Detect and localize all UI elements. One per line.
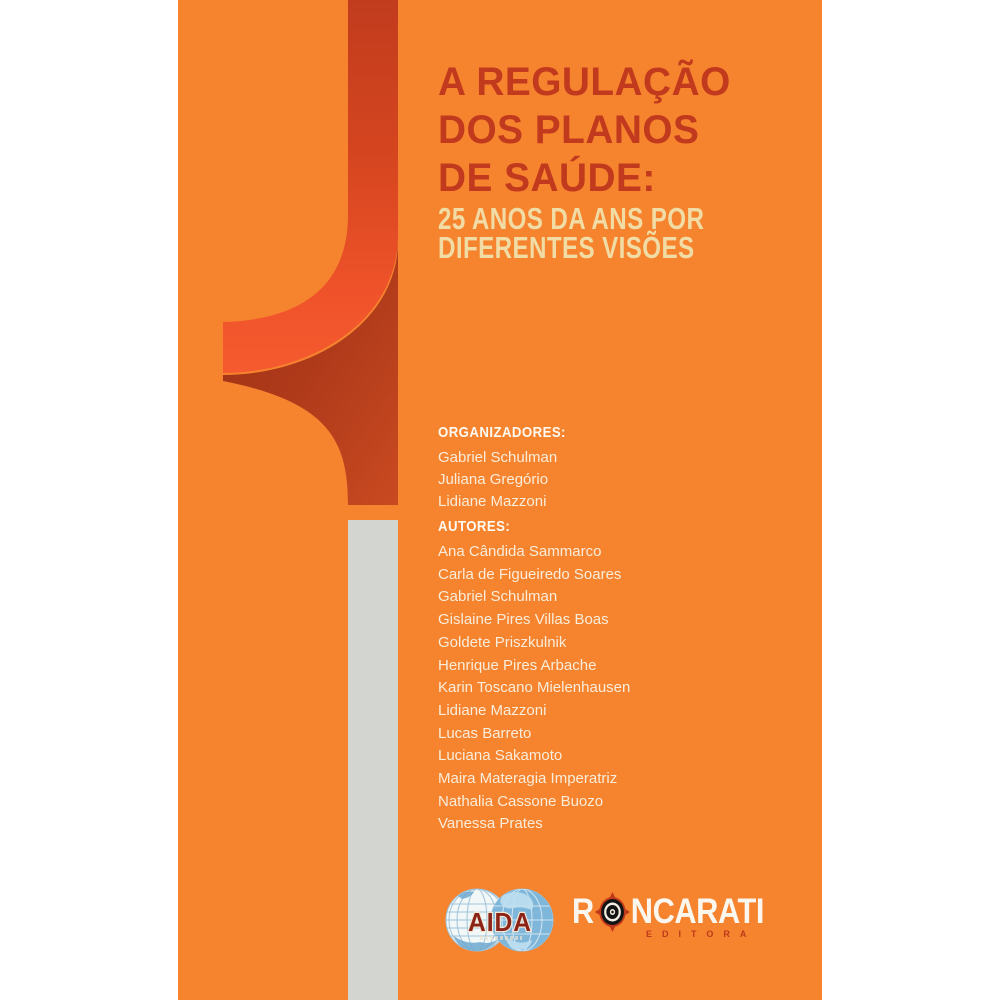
gray-bar [348,520,398,1000]
organizer-name: Gabriel Schulman [438,449,558,466]
organizer-name: Juliana Gregório [438,471,549,488]
author-name: Goldete Priszkulnik [438,633,567,651]
author-name: Gabriel Schulman [438,588,558,606]
author-name: Lucas Barreto [438,724,532,742]
author-name: Nathalia Cassone Buozo [438,792,604,810]
author-name: Henrique Pires Arbache [438,656,597,674]
title-line-1: A REGULAÇÃO [438,60,731,104]
subtitle-line-1: 25 ANOS DA ANS POR [438,201,705,236]
author-name: Maira Materagia Imperatriz [438,770,618,788]
author-name: Vanessa Prates [438,815,543,833]
roncarati-letter-r: R [572,892,594,931]
organizer-name: Lidiane Mazzoni [438,493,547,510]
roncarati-logo [572,892,764,932]
book-subtitle [438,201,705,265]
organizers-label: ORGANIZADORES: [438,424,566,441]
author-name: Ana Cândida Sammarco [438,543,602,560]
organizers-list [438,447,557,513]
author-name: Lidiane Mazzoni [438,701,547,719]
aida-wordmark: AIDA [468,907,532,937]
author-name: Gislaine Pires Villas Boas [438,611,609,629]
authors-list [438,541,630,836]
aida-logo [444,884,556,956]
subtitle-line-2: DIFERENTES VISÕES [438,230,695,265]
title-line-3: DE SAÚDE: [438,156,656,200]
author-name: Karin Toscano Mielenhausen [438,679,631,697]
book-title [438,58,731,202]
roncarati-tagline: EDITORA [646,929,757,939]
title-line-2: DOS PLANOS [438,108,700,152]
target-icon [595,892,630,932]
author-name: Carla de Figueiredo Soares [438,565,622,583]
roncarati-letters-rest: NCARATI [630,892,764,931]
book-cover [178,0,822,1000]
authors-label: AUTORES: [438,518,511,535]
author-name: Luciana Sakamoto [438,747,563,765]
